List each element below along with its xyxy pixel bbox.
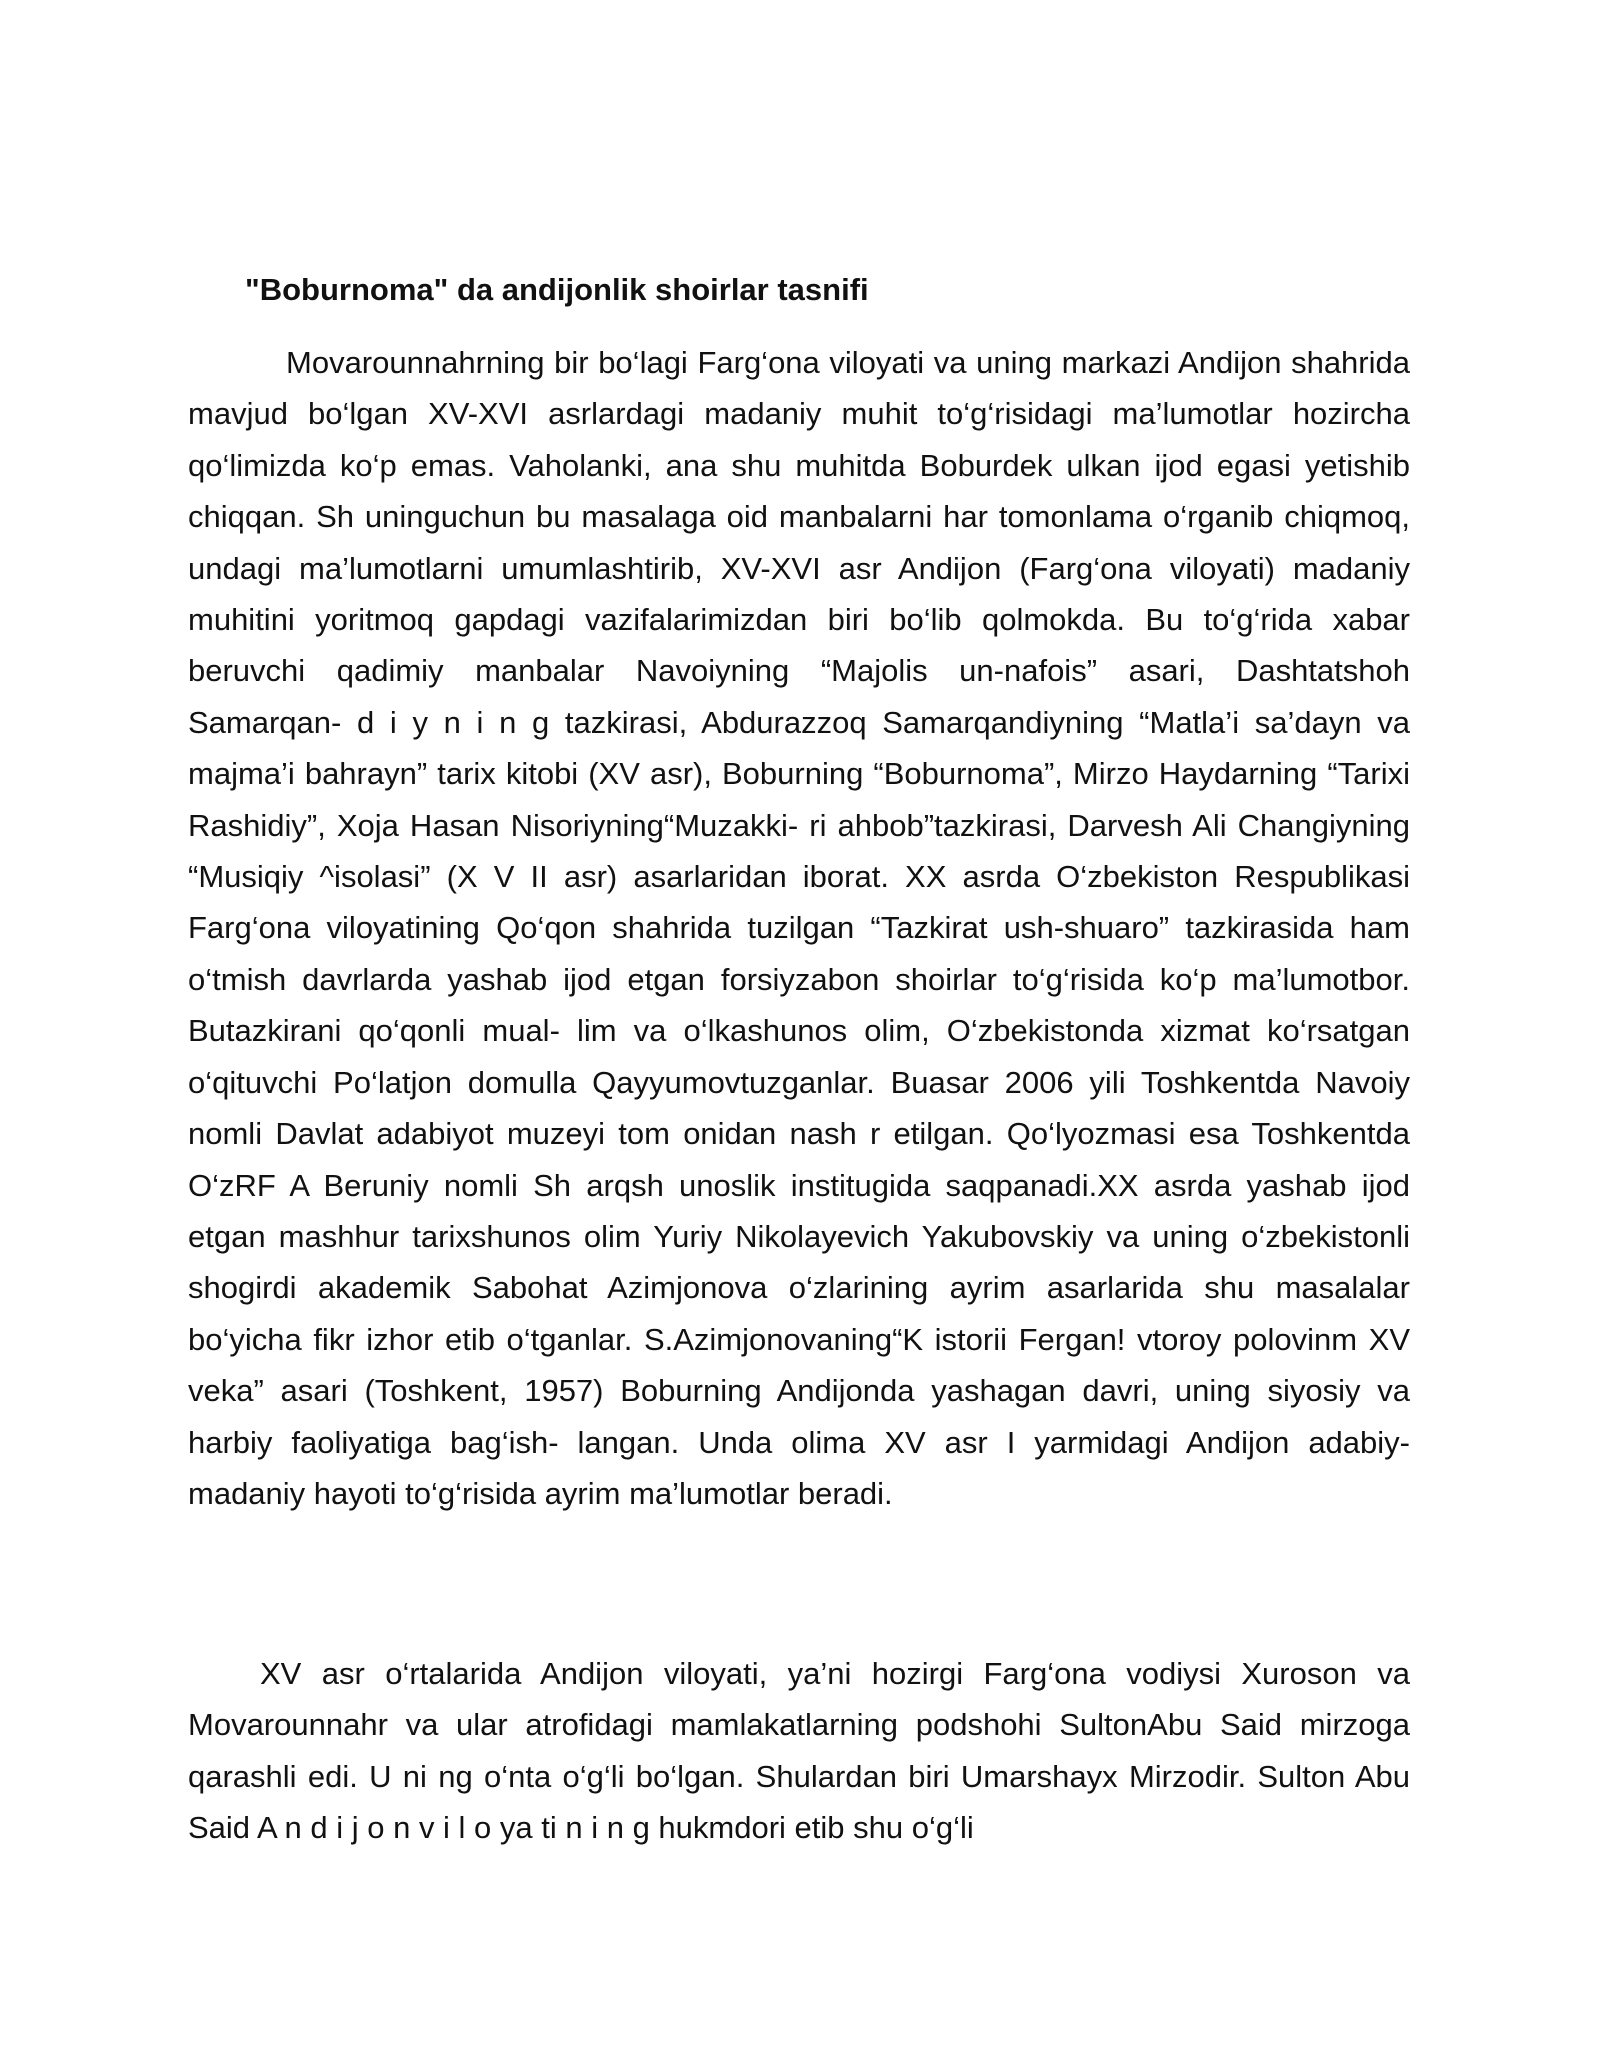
- paragraph-1: Movarounnahrning bir bo‘lagi Farg‘ona viloyati va uning markazi Andijon shahrida mavjud bo‘lgan XV-XVI asrlardagi madaniy muhit to‘g‘risidagi ma’lumotlar hozircha qo‘limizda ko‘p emas. Vaholanki, ana shu muhitda Boburdek ulkan ijod egasi yetishib chiqqan. Sh uninguchun bu masalaga oid manbalarni har tomonlama o‘rganib chiqmoq, undagi ma’lumotlarni umumlashtirib, XV-XVI asr Andijon (Farg‘ona viloyati) madaniy muhitini yoritmoq gapdagi vazifalarimizdan biri bo‘lib qolmokda. Bu to‘g‘rida xabar beruvchi qadimiy manbalar Navoiyning “Majolis un-nafois” asari, Dashtatshoh Samarqan- d i y n i n g tazkirasi, Abdurazzoq Samarqandiyning “Matla’i sa’dayn va majma’i bahrayn” tarix kitobi (XV asr), Boburning “Boburnoma”, Mirzo Haydarning “Tarixi Rashidiy”, Xoja Hasan Nisoriyning“Muzakki- ri ahbob”tazkirasi, Darvesh Ali Changiyning “Musiqiy ^isolasi” (X V II asr) asarlaridan iborat. XX asrda O‘zbekiston Respublikasi Farg‘ona viloyatining Qo‘qon shahrida tuzilgan “Tazkirat ush-shuaro” tazkirasida ham o‘tmish davrlarda yashab ijod etgan forsiyzabon shoirlar to‘g‘risida ko‘p ma’lumotbor. Butazkirani qo‘qonli mual- lim va o‘lkashunos olim, O‘zbekistonda xizmat ko‘rsatgan o‘qituvchi Po‘latjon domulla Qayyumovtuzganlar. Buasar 2006 yili Toshkentda Navoiy nomli Davlat adabiyot muzeyi tom onidan nash r etilgan. Qo‘lyozmasi esa Toshkentda O‘zRF A Beruniy nomli Sh arqsh unoslik institugida saqpanadi.XX asrda yashab ijod etgan mashhur tarixshunos olim Yuriy Nikolayevich Yakubovskiy va uning o‘zbekistonli shogirdi akademik Sabohat Azimjonova o‘zlarining ayrim asarlarida shu masalalar bo‘yicha fikr izhor etib o‘tganlar. S.Azimjonovaning“K istorii Fergan! vtoroy polovinm XV veka” asari (Toshkent, 1957) Boburning Andijonda yashagan davri, uning siyosiy va harbiy faoliyatiga bag‘ish- langan. Unda olima XV asr I yarmidagi Andijon adabiy-madaniy hayoti to‘g‘risida ayrim ma’lumotlar beradi.: [188, 345, 1410, 1511]
- document-title: "Boburnoma" da andijonlik shoirlar tasnifi: [245, 272, 869, 307]
- paragraph-2: XV asr o‘rtalarida Andijon viloyati, ya’ni hozirgi Farg‘ona vodiysi Xuroson va Movarounnahr va ular atrofidagi mamlakatlarning podshohi SultonAbu Said mirzoga qarashli edi. U ni ng o‘nta o‘g‘li bo‘lgan. Shulardan biri Umarshayx Mirzodir. Sulton Abu Said A n d i j o n v i l o ya ti n i n g hukmdori etib shu o‘g‘li: [188, 1656, 1410, 1846]
